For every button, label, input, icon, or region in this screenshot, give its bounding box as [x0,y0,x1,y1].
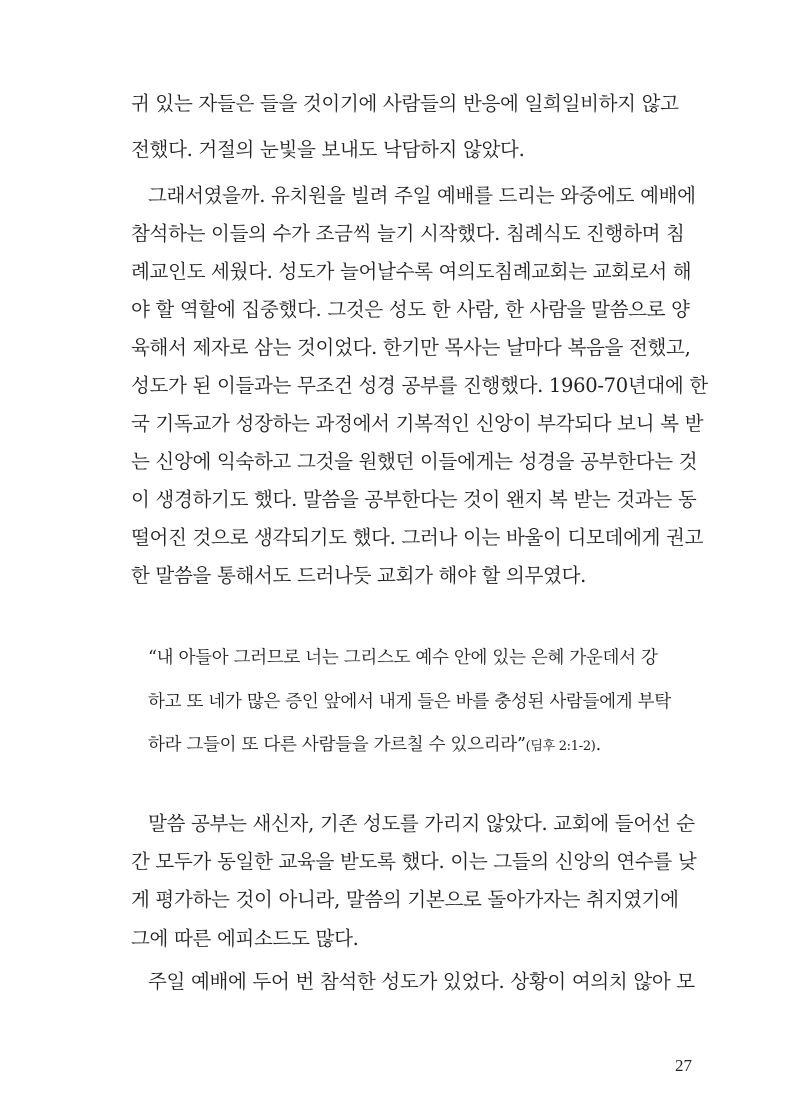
text-line: 참석하는 이들의 수가 조금씩 늘기 시작했다. 침례식도 진행하며 침 [131,222,685,245]
text-line: 이 생경하기도 했다. 말씀을 공부한다는 것이 왠지 복 받는 것과는 동 [131,488,697,511]
text-line: 그에 따른 에피소드도 많다. [131,927,359,950]
text-line: 그래서였을까. 유치원을 빌려 주일 예배를 드리는 와중에도 예배에 [148,184,696,207]
quote-end-mark: . [595,735,601,755]
text-line: 귀 있는 자들은 들을 것이기에 사람들의 반응에 일희일비하지 않고 [131,92,679,115]
text-line: 례교인도 세웠다. 성도가 늘어날수록 여의도침례교회는 교회로서 해 [131,260,692,283]
quote-citation: (딤후 2:1-2) [525,739,596,754]
text-line: 게 평가하는 것이 아니라, 말씀의 기본으로 돌아가자는 취지였기에 [131,888,679,911]
text-line: 전했다. 거절의 눈빛을 보내도 낙담하지 않았다. [131,138,525,161]
text-line: 한 말씀을 통해서도 드러나듯 교회가 해야 할 의무였다. [131,564,587,587]
text-line: 야 할 역할에 집중했다. 그것은 성도 한 사람, 한 사람을 말씀으로 양 [131,298,690,321]
quote-text: 하라 그들이 또 다른 사람들을 가르칠 수 있으리라” [148,735,526,755]
quote-line [148,737,601,755]
text-line: 육해서 제자로 삼는 것이었다. 한기만 목사는 날마다 복음을 전했고, [131,336,691,359]
quote-line: “내 아들아 그러므로 너는 그리스도 예수 안에 있는 은혜 가운데서 강 [148,648,658,668]
text-line: 는 신앙에 익숙하고 그것을 원했던 이들에게는 성경을 공부한다는 것 [131,450,698,473]
text-line: 국 기독교가 성장하는 과정에서 기복적인 신앙이 부각되다 보니 복 받 [131,412,704,435]
text-line: 떨어진 것으로 생각되기도 했다. 그러나 이는 바울이 디모데에게 권고 [131,526,704,549]
text-line: 성도가 된 이들과는 무조건 성경 공부를 진행했다. 1960-70년대에 한 [131,374,708,397]
text-line: 말씀 공부는 새신자, 기존 성도를 가리지 않았다. 교회에 들어선 순 [148,812,695,835]
page-number: 27 [675,1056,692,1075]
quote-line: 하고 또 네가 많은 증인 앞에서 내게 들은 바를 충성된 사람들에게 부탁 [148,692,671,712]
text-line: 간 모두가 동일한 교육을 받도록 했다. 이는 그들의 신앙의 연수를 낮 [131,850,697,873]
text-line: 주일 예배에 두어 번 참석한 성도가 있었다. 상황이 여의치 않아 모 [148,970,695,993]
